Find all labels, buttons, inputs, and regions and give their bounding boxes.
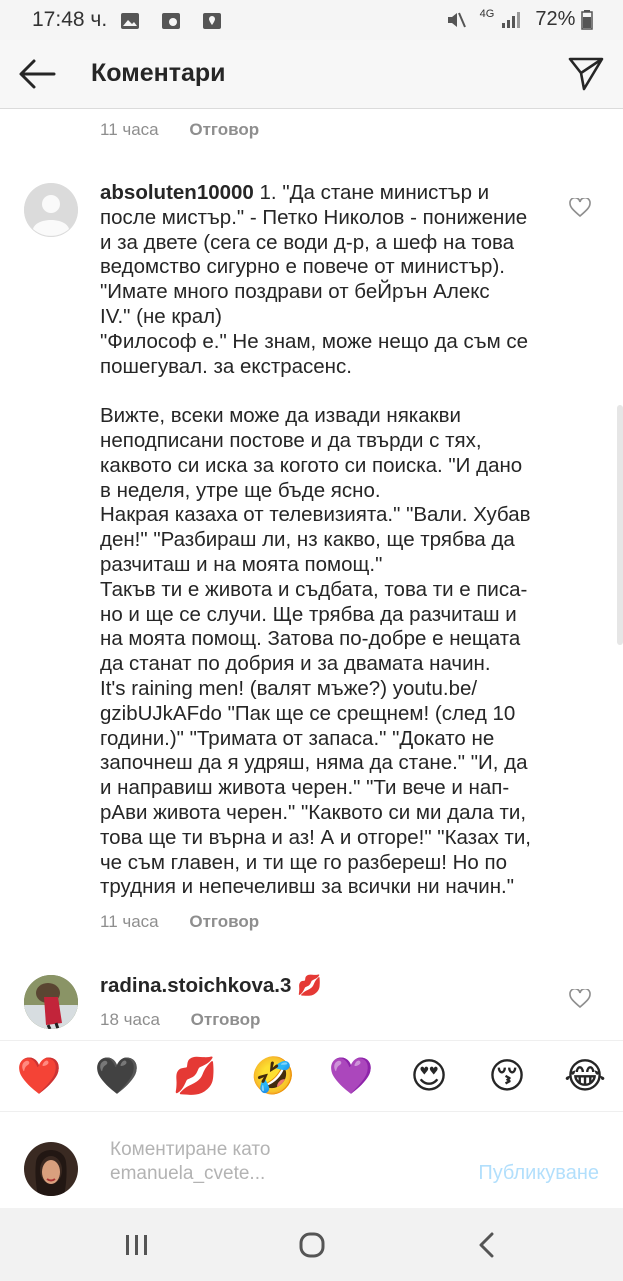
status-notification-icons bbox=[120, 10, 222, 31]
emoji-black-heart[interactable]: 🖤 bbox=[94, 1055, 140, 1096]
system-nav-bar bbox=[0, 1208, 623, 1281]
comment-meta bbox=[100, 912, 259, 932]
comment-text: 1. "Да стане министър и после мистър." - Петко Николов - понижение и за двете (сега се води д-р, а шеф на това ведомство сигурно е повече от министър). "Имате много поздрави от беЙрън Алекс IV." (не крал) "Философ е." Не знам, може нещо да съм се пошегувал. за екстрасенс. Вижте, всеки може да извади някакви неподписани постове и да твърди с тях, каквото си иска за когото си поиска. "И дано в неделя, утре ще бъде ясно. Накрая казаха от телевизията." "Вали. Хубав ден!" "Разбираш ли, нз какво, ще трябва да разчиташ и на моята помощ." Такъв ти е живота и съдбата, това ти е писа- но и ще се случи. Ще трябва да разчиташ и на моята помощ. Затова по-добре е нещата да станат по добрия и за двамата начин. It's raining men! (валят мъже?) youtu.be/ gzibUJkAFdo "Пак ще се срещнем! (след 10 години.)" "Тримата от запаса." "Докато не започнеш да я удряш, няма да стане." "И, да и направиш живота черен." "Ти вече и нап- рАви живота черен." "Каквото си ми дала ти, това ще ти върна и аз! А и отгоре!" "Казах ти, че съм главен, и ти ще го разбереш! Но по трудния и непечеливш за всички ни начин." bbox=[100, 181, 531, 899]
comment-time: 18 часа bbox=[100, 1010, 160, 1029]
battery-icon bbox=[581, 10, 593, 30]
recent-apps-icon[interactable] bbox=[124, 1233, 150, 1257]
status-right bbox=[446, 8, 593, 31]
emoji-tears-of-joy[interactable]: 😂 bbox=[563, 1055, 607, 1096]
home-icon[interactable] bbox=[298, 1231, 326, 1259]
scrollbar[interactable] bbox=[617, 405, 623, 645]
back-arrow-icon[interactable] bbox=[18, 56, 56, 92]
comment-composer bbox=[0, 1112, 623, 1208]
comment-input[interactable]: Коментиране като emanuela_cvete... bbox=[110, 1139, 271, 1184]
emoji-kissing[interactable]: 😚 bbox=[488, 1055, 526, 1096]
emoji-purple-heart[interactable]: 💜 bbox=[328, 1055, 374, 1096]
avatar[interactable] bbox=[24, 183, 78, 237]
own-profile-photo bbox=[24, 1142, 78, 1196]
kiss-mark-emoji: 💋 bbox=[297, 975, 323, 997]
comment-meta bbox=[100, 1010, 260, 1030]
comment-username-text[interactable]: radina.stoichkova.3 bbox=[100, 974, 292, 997]
comment-username bbox=[100, 973, 322, 998]
send-icon[interactable] bbox=[567, 54, 605, 92]
back-nav-icon[interactable] bbox=[476, 1232, 498, 1258]
reply-button[interactable]: Отговор bbox=[189, 912, 260, 931]
own-avatar bbox=[24, 1142, 78, 1196]
gallery-settings-icon bbox=[161, 12, 181, 30]
default-avatar-icon bbox=[24, 183, 78, 237]
app-bar bbox=[0, 40, 623, 109]
status-time: 17:48 ч. bbox=[32, 8, 108, 31]
page-title: Коментари bbox=[91, 59, 226, 87]
emoji-red-heart[interactable]: ❤️ bbox=[16, 1055, 62, 1096]
emoji-rofl[interactable]: 🤣 bbox=[250, 1055, 296, 1096]
reply-button[interactable]: Отговор bbox=[189, 120, 260, 139]
status-bar bbox=[0, 0, 623, 40]
emoji-quick-bar bbox=[0, 1040, 623, 1112]
signal-icon bbox=[500, 11, 522, 29]
like-heart-icon[interactable] bbox=[569, 198, 591, 218]
reply-button[interactable]: Отговор bbox=[190, 1010, 261, 1029]
previous-comment-meta bbox=[100, 120, 259, 140]
emoji-heart-eyes[interactable]: 😍 bbox=[410, 1055, 448, 1096]
avatar[interactable] bbox=[24, 975, 78, 1029]
comment-username[interactable]: absoluten10000 bbox=[100, 181, 254, 204]
comment-body bbox=[100, 181, 558, 900]
comment-time: 11 часа bbox=[100, 120, 159, 139]
profile-photo bbox=[24, 975, 78, 1029]
emoji-kiss-mark[interactable]: 💋 bbox=[172, 1055, 218, 1096]
gallery-icon bbox=[120, 12, 140, 30]
mute-icon bbox=[446, 11, 466, 29]
like-heart-icon[interactable] bbox=[569, 989, 591, 1009]
publish-button[interactable]: Публикуване bbox=[478, 1162, 599, 1184]
location-icon bbox=[202, 12, 222, 30]
network-type: 4G bbox=[479, 8, 495, 20]
comment-time: 11 часа bbox=[100, 912, 159, 931]
battery-percent: 72% bbox=[535, 8, 576, 30]
